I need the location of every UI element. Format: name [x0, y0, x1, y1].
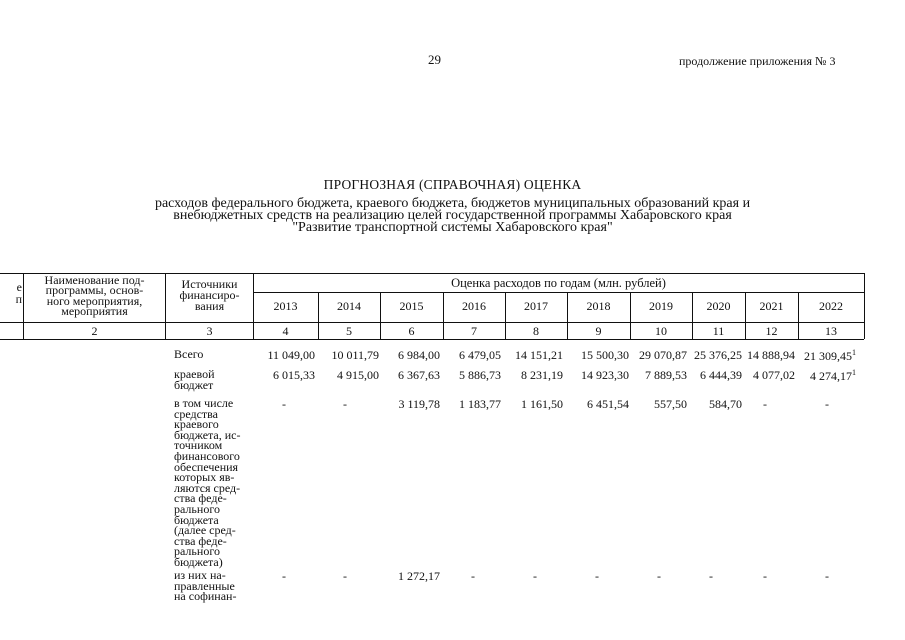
value-cell: 6 984,00 [398, 348, 440, 362]
value-cell: - [657, 569, 661, 583]
value-cell: 29 070,87 [639, 348, 687, 362]
funding-source-line: бюджета, ис- [174, 427, 241, 442]
value-cell: 8 231,19 [521, 368, 563, 382]
value-cell: 584,70 [709, 397, 742, 411]
column-index: 6 [408, 324, 415, 338]
year-header: 2020 [706, 299, 731, 313]
value-cell: - [282, 397, 286, 411]
value-cell: 6 451,54 [587, 397, 629, 411]
value-cell: 15 500,30 [581, 348, 629, 362]
document-subtitle-line-3: "Развитие транспортной системы Хабаровского края" [292, 220, 613, 235]
value-cell: 4 274,17$^1$ [810, 368, 856, 383]
column-index: 8 [533, 324, 539, 338]
value-cell: - [595, 569, 599, 583]
funding-source-line: на софинан- [174, 589, 237, 604]
funding-source-line: ляются сред- [174, 480, 241, 495]
value-cell: 10 011,79 [331, 348, 379, 362]
value-cell: 557,50 [654, 397, 687, 411]
value-cell: 25 376,25 [694, 348, 742, 362]
value-cell: 6 444,39 [700, 368, 742, 382]
value-cell: - [471, 569, 475, 583]
funding-source [174, 349, 203, 360]
column-index: 5 [346, 324, 352, 338]
column-index: 13 [825, 324, 837, 338]
year-header: 2015 [399, 299, 424, 313]
col2-header-line-3: вания [194, 299, 225, 313]
funding-source-line: Всего [174, 347, 204, 361]
value-cell: 1 272,17 [398, 569, 440, 583]
funding-source-line: бюджета [174, 512, 219, 527]
funding-source-line: обеспечения [174, 459, 239, 474]
value-cell: 6 479,05 [459, 348, 501, 362]
value-cell: 21 309,45$^1$ [804, 348, 856, 363]
funding-source-line: финансового [174, 448, 240, 463]
col2-header-line-1: Источники [181, 277, 238, 291]
funding-source-line: бюджета) [174, 554, 223, 569]
value-cell: - [763, 569, 767, 583]
col1-header-line-4: мероприятия [61, 304, 128, 318]
funding-source-line: которых яв- [174, 470, 235, 485]
value-cell: 4 077,02 [753, 368, 795, 382]
value-cell: 7 889,53 [645, 368, 687, 382]
funding-source [174, 369, 215, 390]
value-cell: 6 367,63 [398, 368, 440, 382]
value-cell: 14 151,21 [515, 348, 563, 362]
column-index: 4 [282, 324, 289, 338]
funding-source-line: из них на- [174, 568, 226, 582]
col1-header-line-3: ного мероприятия, [46, 294, 143, 308]
year-header: 2018 [586, 299, 611, 313]
footnote-marker: 1 [852, 368, 856, 377]
column-index: 7 [471, 324, 477, 338]
column-index: 3 [206, 324, 213, 338]
year-header: 2013 [273, 299, 298, 313]
column-index: 11 [712, 324, 725, 338]
year-header: 2019 [649, 299, 673, 313]
value-cell: 3 119,78 [398, 397, 440, 411]
col0-header-b: п [15, 292, 22, 306]
funding-source-line: рального [174, 544, 220, 559]
value-cell: - [343, 569, 347, 583]
year-header: 2017 [524, 299, 548, 313]
funding-source-line: точником [174, 438, 223, 453]
value-cell: 14 888,94 [747, 348, 795, 362]
year-header: 2014 [337, 299, 361, 313]
funding-source-line: (далее сред- [174, 523, 236, 538]
funding-source-line: рального [174, 501, 220, 516]
value-cell: - [343, 397, 347, 411]
document-title: ПРОГНОЗНАЯ (СПРАВОЧНАЯ) ОЦЕНКА [323, 177, 582, 192]
year-header: 2021 [759, 299, 784, 313]
column-index: 12 [765, 324, 778, 338]
value-cell: 14 923,30 [581, 368, 629, 382]
funding-source-line: правленные [174, 578, 235, 593]
value-cell: 1 183,77 [459, 397, 501, 411]
continuation-note: продолжение приложения № 3 [679, 54, 836, 68]
column-index: 9 [595, 324, 602, 338]
value-cell: 5 886,73 [459, 368, 501, 382]
value-cell: - [533, 569, 537, 583]
funding-source-line: ства феде- [174, 533, 227, 548]
col2-header-line-2: финансиро- [179, 288, 240, 302]
document-subtitle-line-2: внебюджетных средств на реализацию целей государственной программы Хабаровского края [173, 208, 732, 223]
value-cell: 4 915,00 [337, 368, 379, 382]
value-cell: - [825, 397, 829, 411]
funding-source-line: в том числе [174, 396, 234, 410]
funding-source-line: краевого [174, 417, 219, 432]
value-cell: 6 015,33 [273, 368, 315, 382]
funding-source [174, 570, 236, 602]
value-cell: 1 161,50 [521, 397, 563, 411]
col1-header-line-2: программы, основ- [45, 283, 144, 297]
year-header: 2016 [462, 299, 486, 313]
value-cell: - [709, 569, 713, 583]
year-header: 2022 [819, 299, 843, 313]
funding-source-line: краевой [174, 367, 215, 381]
funding-source [174, 398, 241, 568]
value-cell: - [825, 569, 829, 583]
document-subtitle-line-1: расходов федерального бюджета, краевого бюджета, бюджетов муниципальных образований края и [154, 196, 751, 211]
column-index: 10 [655, 324, 667, 338]
value-cell: - [763, 397, 767, 411]
column-index: 2 [91, 324, 98, 338]
col1-header-line-1: Наименование под- [44, 273, 145, 287]
funding-source-line: ства феде- [174, 491, 227, 506]
page-number: 29 [428, 52, 441, 67]
years-group-header: Оценка расходов по годам (млн. рублей) [451, 276, 666, 290]
col0-header-a: е [16, 280, 22, 294]
funding-source-line: бюджет [174, 377, 214, 392]
footnote-marker: 1 [852, 348, 856, 357]
value-cell: 11 049,00 [267, 348, 315, 362]
funding-source-line: средства [174, 406, 219, 421]
value-cell: - [282, 569, 286, 583]
